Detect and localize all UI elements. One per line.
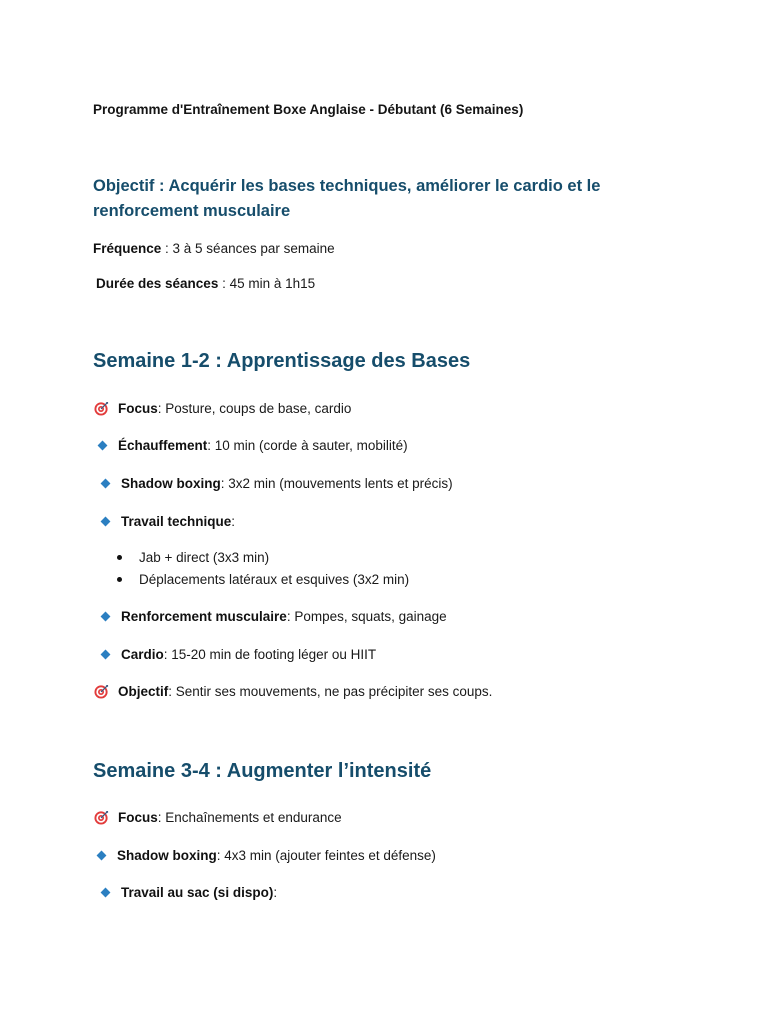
- focus-value: : Posture, coups de base, cardio: [157, 401, 352, 416]
- technique-item-text: Déplacements latéraux et esquives (3x2 min): [139, 572, 410, 587]
- focus-value: : Enchaînements et endurance: [157, 810, 342, 825]
- document-title: Programme d'Entraînement Boxe Anglaise - Débutant (6 Semaines): [93, 102, 524, 117]
- week-1-2-cardio: [102, 647, 376, 662]
- bullet-dot-icon: [117, 577, 122, 582]
- shadow-boxing-value: : 3x2 min (mouvements lents et précis): [220, 476, 453, 491]
- technique-value: :: [231, 514, 236, 529]
- bullet-dot-icon: [117, 555, 122, 560]
- shadow-boxing-value: : 4x3 min (ajouter feintes et défense): [216, 848, 436, 863]
- small-blue-diamond-icon: [101, 888, 111, 898]
- week-1-2-heading: Semaine 1-2 : Apprentissage des Bases: [93, 350, 471, 372]
- objective-heading: Objectif : Acquérir les bases techniques, améliorer le cardio et le renforcement musculaire: [93, 177, 601, 220]
- direct-hit-target-icon: [94, 401, 109, 416]
- focus-label: Focus: [118, 401, 158, 416]
- week-1-2-technique: [102, 514, 235, 529]
- week-1-2-shadow-boxing: [102, 476, 453, 491]
- small-blue-diamond-icon: [101, 517, 111, 527]
- week-1-2-focus: [94, 401, 351, 416]
- cardio-value: : 15-20 min de footing léger ou HIIT: [163, 647, 377, 662]
- focus-label: Focus: [118, 810, 158, 825]
- small-blue-diamond-icon: [101, 650, 111, 660]
- warmup-label: Échauffement: [118, 438, 208, 453]
- duration-label: Durée des séances: [96, 276, 219, 291]
- week-3-4-heading: Semaine 3-4 : Augmenter l’intensité: [93, 760, 432, 782]
- warmup-value: : 10 min (corde à sauter, mobilité): [207, 438, 408, 453]
- technique-item-text: Jab + direct (3x3 min): [139, 550, 270, 565]
- technique-label: Travail technique: [121, 514, 232, 529]
- strength-label: Renforcement musculaire: [121, 609, 287, 624]
- frequency-value: : 3 à 5 séances par semaine: [161, 241, 335, 256]
- bag-work-label: Travail au sac (si dispo): [121, 885, 274, 900]
- shadow-boxing-label: Shadow boxing: [117, 848, 217, 863]
- list-item: [117, 550, 269, 565]
- week-1-2-objective: [94, 684, 492, 699]
- small-blue-diamond-icon: [97, 851, 107, 861]
- objective-value: : Sentir ses mouvements, ne pas précipiter ses coups.: [168, 684, 493, 699]
- small-blue-diamond-icon: [101, 612, 111, 622]
- small-blue-diamond-icon: [101, 479, 111, 489]
- week-1-2-warmup: [99, 438, 408, 453]
- week-3-4-focus: [94, 810, 342, 825]
- duration-value: : 45 min à 1h15: [218, 276, 316, 291]
- small-blue-diamond-icon: [98, 441, 108, 451]
- objective-label: Objectif: [118, 684, 169, 699]
- week-1-2-strength: [102, 609, 447, 624]
- strength-value: : Pompes, squats, gainage: [286, 609, 447, 624]
- frequency-line: [93, 241, 335, 256]
- direct-hit-target-icon: [94, 810, 109, 825]
- direct-hit-target-icon: [94, 684, 109, 699]
- bag-work-value: :: [273, 885, 278, 900]
- week-3-4-bag-work: [102, 885, 277, 900]
- week-3-4-shadow-boxing: [98, 848, 436, 863]
- cardio-label: Cardio: [121, 647, 164, 662]
- shadow-boxing-label: Shadow boxing: [121, 476, 221, 491]
- list-item: [117, 572, 409, 587]
- frequency-label: Fréquence: [93, 241, 162, 256]
- duration-line: [96, 276, 315, 291]
